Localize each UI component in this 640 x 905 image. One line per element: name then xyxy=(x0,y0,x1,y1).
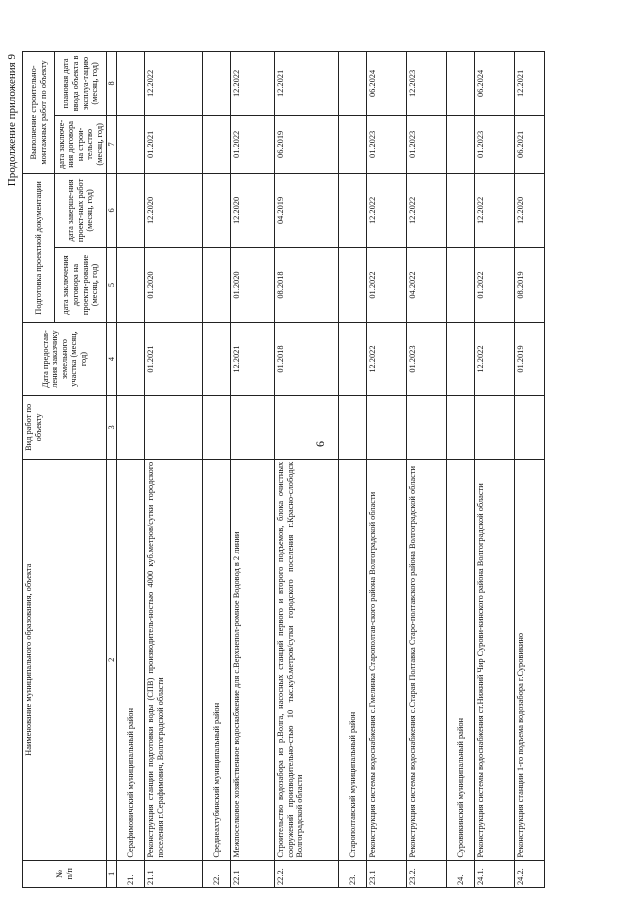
commission-date: 12.2023 xyxy=(407,52,447,116)
col-number: 8 xyxy=(107,52,117,116)
work-type xyxy=(231,396,275,460)
header-design-group: Подготовка проектной документации xyxy=(23,173,55,322)
header-commission-date: плановая дата ввода объекта в эксплуа-тацию (месяц, год) xyxy=(55,52,107,116)
continuation-caption: Продолжение приложения 9 xyxy=(6,54,18,187)
land-date: 01.2018 xyxy=(275,323,339,396)
design-contract-date: 01.2022 xyxy=(475,247,515,322)
district-name: Среднеахтубинский муниципальный район xyxy=(203,459,231,860)
table-row xyxy=(407,52,447,888)
header-num: № п/п xyxy=(23,860,107,887)
object-name: Реконструкция станции 1-го подъема водозабора г.Суровикино xyxy=(515,459,545,860)
object-name: Реконструкция системы водоснабжения с.Старая Полтавка Старо-полтавского района Волгоградской области xyxy=(407,459,447,860)
land-date: 01.2021 xyxy=(145,323,203,396)
commission-date: 12.2021 xyxy=(275,52,339,116)
commission-date: 12.2022 xyxy=(231,52,275,116)
section-row xyxy=(339,52,367,888)
header-construction-group: Выполнение строительно-монтажных работ по объекту xyxy=(23,52,55,174)
district-name: Суровикинский муниципальный район xyxy=(447,459,475,860)
commission-date: 06.2024 xyxy=(367,52,407,116)
row-number: 22.1 xyxy=(231,860,275,887)
construction-contract-date: 06.2021 xyxy=(515,115,545,173)
land-date: 12.2022 xyxy=(367,323,407,396)
design-end-date: 12.2022 xyxy=(475,173,515,247)
work-type xyxy=(515,396,545,460)
object-name: Реконструкция системы водоснабжения с.Гмелинка Старополтав-ского района Волгоградской области xyxy=(367,459,407,860)
section-row xyxy=(203,52,231,888)
design-end-date: 12.2022 xyxy=(407,173,447,247)
commission-date: 12.2022 xyxy=(145,52,203,116)
commission-date: 12.2021 xyxy=(515,52,545,116)
work-type xyxy=(367,396,407,460)
commission-date: 06.2024 xyxy=(475,52,515,116)
design-contract-date: 08.2018 xyxy=(275,247,339,322)
column-numbers-row xyxy=(107,52,117,888)
section-row xyxy=(117,52,145,888)
construction-contract-date: 01.2023 xyxy=(407,115,447,173)
design-end-date: 12.2020 xyxy=(231,173,275,247)
table-row xyxy=(145,52,203,888)
row-number: 23.2. xyxy=(407,860,447,887)
row-number: 23.1 xyxy=(367,860,407,887)
construction-contract-date: 01.2022 xyxy=(231,115,275,173)
table-row xyxy=(367,52,407,888)
header-construction-contract: дата заключе-ния договора на строи-тельство (месяц, год) xyxy=(55,115,107,173)
table-row xyxy=(515,52,545,888)
row-number: 22.2. xyxy=(275,860,339,887)
row-number: 24.1. xyxy=(475,860,515,887)
header-work-type: Вид работ по объекту xyxy=(23,396,107,460)
work-type xyxy=(145,396,203,460)
land-date: 12.2022 xyxy=(475,323,515,396)
objects-table xyxy=(22,51,545,888)
table-row xyxy=(275,52,339,888)
header-name: Наименование муниципального образования, объекта xyxy=(23,459,107,860)
section-row xyxy=(447,52,475,888)
col-number: 5 xyxy=(107,247,117,322)
object-name: Реконструкция станции подготовки воды (СПВ) производитель-ностью 4000 куб.метров/сутки городского поселения г.Серафимович, Волгоградской области xyxy=(145,459,203,860)
design-contract-date: 04.2022 xyxy=(407,247,447,322)
row-number: 24.2. xyxy=(515,860,545,887)
object-name: Межпоселковое хозяйственное водоснабжение для с.Верхнепол-ромное Водовод в 2 линии xyxy=(231,459,275,860)
land-date: 01.2019 xyxy=(515,323,545,396)
construction-contract-date: 06.2019 xyxy=(275,115,339,173)
header-design-contract: дата заключения договора на проекти-рование (месяц, год) xyxy=(55,247,107,322)
col-number: 4 xyxy=(107,323,117,396)
row-number: 24. xyxy=(447,860,475,887)
land-date: 01.2023 xyxy=(407,323,447,396)
design-end-date: 12.2020 xyxy=(515,173,545,247)
design-end-date: 04.2019 xyxy=(275,173,339,247)
table-row xyxy=(475,52,515,888)
construction-contract-date: 01.2023 xyxy=(367,115,407,173)
design-end-date: 12.2020 xyxy=(145,173,203,247)
row-number: 22. xyxy=(203,860,231,887)
design-contract-date: 01.2020 xyxy=(231,247,275,322)
design-contract-date: 08.2019 xyxy=(515,247,545,322)
col-number: 3 xyxy=(107,396,117,460)
district-name: Серафимовичский муниципальный район xyxy=(117,459,145,860)
land-date: 12.2021 xyxy=(231,323,275,396)
header-design-end: дата заверше-ния проект-ных работ (месяц, год) xyxy=(55,173,107,247)
work-type xyxy=(407,396,447,460)
object-name: Строительство водозабора из р.Волга, насосных станций первого и второго подъемов, блока очистных сооружений производительно-стью 10 тыс.куб.метров/сутки городского поселения г.Красно-слободск Волгоградской области xyxy=(275,459,339,860)
row-number: 21. xyxy=(117,860,145,887)
page-number: 6 xyxy=(313,441,327,447)
col-number: 7 xyxy=(107,115,117,173)
design-end-date: 12.2022 xyxy=(367,173,407,247)
header-land-date: Дата предостав-ления заказчику земельного участка (месяц, год) xyxy=(23,323,107,396)
district-name: Старополтавский муниципальный район xyxy=(339,459,367,860)
design-contract-date: 01.2022 xyxy=(367,247,407,322)
work-type xyxy=(475,396,515,460)
rotated-page xyxy=(4,48,525,898)
col-number: 6 xyxy=(107,173,117,247)
construction-contract-date: 01.2023 xyxy=(475,115,515,173)
object-name: Реконструкция системы водоснабжения ст.Нижний Чир Сурови-кинского района Волгоградской области xyxy=(475,459,515,860)
row-number: 21.1 xyxy=(145,860,203,887)
row-number: 23. xyxy=(339,860,367,887)
col-number: 2 xyxy=(107,459,117,860)
table-row xyxy=(231,52,275,888)
construction-contract-date: 01.2021 xyxy=(145,115,203,173)
design-contract-date: 01.2020 xyxy=(145,247,203,322)
work-type xyxy=(275,396,339,460)
col-number: 1 xyxy=(107,860,117,887)
